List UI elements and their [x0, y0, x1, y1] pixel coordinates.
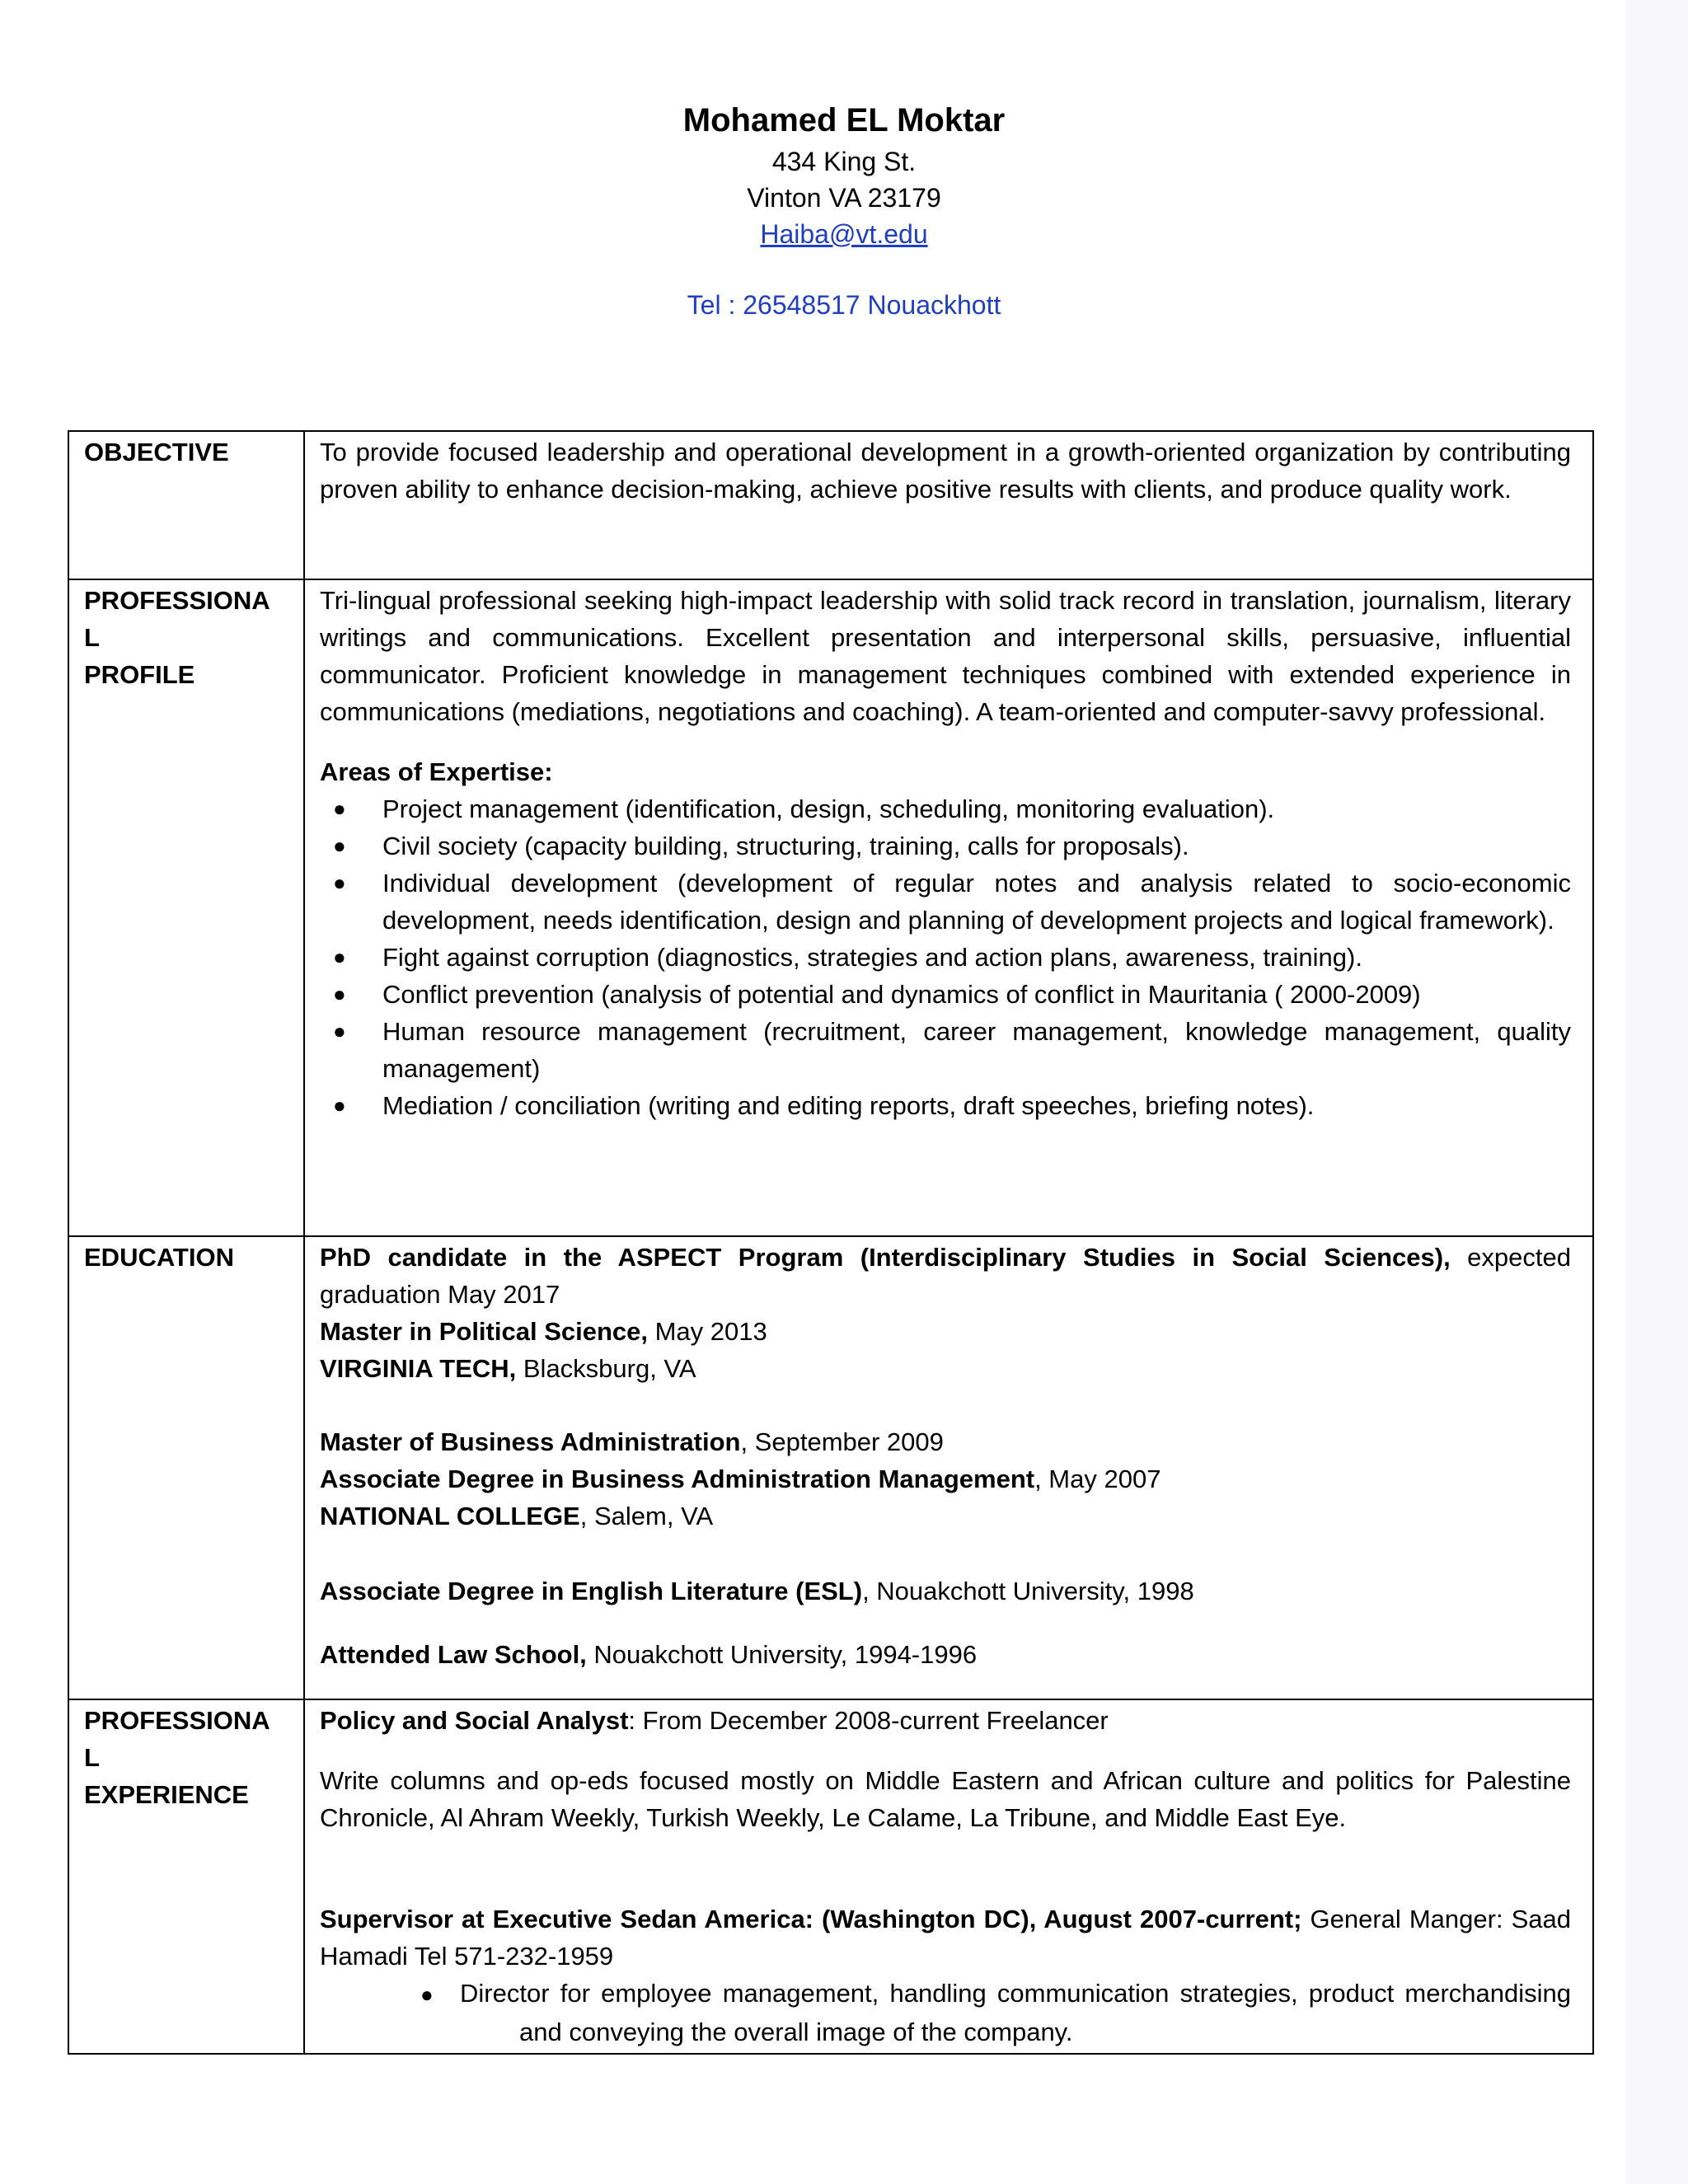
education-label: EDUCATION [68, 1236, 304, 1699]
profile-label: PROFESSIONA L PROFILE [68, 579, 304, 1236]
education-row [68, 1236, 1593, 1699]
objective-row [68, 431, 1593, 579]
job1-description: Write columns and op-eds focused mostly on Middle Eastern and African culture and politics for Palestine Chronicle, Al Ahram Weekly, Turkish Weekly, Le Calame, La Tribune, and Middle East Eye. [320, 1766, 1571, 1832]
objective-label: OBJECTIVE [68, 431, 304, 579]
profile-content [304, 579, 1593, 1236]
list-item: ● Individual development (development of regular notes and analysis related to socio-economic development, needs identification, design and planning of development projects and logical framework). [320, 865, 1571, 939]
experience-content [304, 1699, 1593, 2054]
job2-bullets [320, 1975, 1571, 2050]
law-entry: Attended Law School, Nouakchott University, 1994-1996 [320, 1640, 978, 1669]
list-item: ● Mediation / conciliation (writing and editing reports, draft speeches, briefing notes). [320, 1087, 1571, 1124]
address-line-2: Vinton VA 23179 [747, 183, 941, 213]
job1-heading: Policy and Social Analyst: From December 2008-current Freelancer [320, 1706, 1109, 1735]
page-edge-strip [1625, 0, 1688, 2184]
candidate-name: Mohamed EL Moktar [682, 102, 1006, 138]
list-item: ● Civil society (capacity building, structuring, training, calls for proposals). [320, 827, 1571, 865]
objective-content [304, 431, 1593, 579]
phd-entry: PhD candidate in the ASPECT Program (Interdisciplinary Studies in Social Sciences), expected graduation May 2017 [320, 1243, 1571, 1309]
list-item: ● Conflict prevention (analysis of potential and dynamics of conflict in Mauritania ( 2000-2009) [320, 976, 1571, 1013]
nc-entry: NATIONAL COLLEGE, Salem, VA [320, 1502, 714, 1530]
english-entry: Associate Degree in English Literature (ESL), Nouakchott University, 1998 [320, 1577, 1194, 1605]
job2-heading: Supervisor at Executive Sedan America: (Washington DC), August 2007-current; General Manger: Saad Hamadi Tel 571-232-1959 [320, 1905, 1571, 1971]
ms-entry: Master in Political Science, May 2013 [320, 1317, 767, 1346]
telephone: Tel : 26548517 Nouackhott [687, 290, 1001, 320]
mba-entry: Master of Business Administration, September 2009 [320, 1427, 944, 1456]
objective-text: To provide focused leadership and operational development in a growth-oriented organization by contributing proven ability to enhance decision-making, achieve positive results with clients, and produce quality work. [320, 438, 1571, 504]
expertise-list [320, 790, 1571, 1124]
profile-row [68, 579, 1593, 1236]
expertise-heading: Areas of Expertise: [320, 757, 553, 786]
email-link[interactable]: Haiba@vt.edu [760, 219, 928, 249]
list-item: ● Director for employee management, handling communication strategies, product merchandising and conveying the overall image of the company. [420, 1979, 1571, 2046]
vt-entry: VIRGINIA TECH, Blacksburg, VA [320, 1354, 696, 1383]
profile-summary: Tri-lingual professional seeking high-impact leadership with solid track record in translation, journalism, literary writings and communications. Excellent presentation and interpersonal skills, persuasive, influential communicator. Proficient knowledge in management techniques combined with extended experience in communications (mediations, negotiations and coaching). A team-oriented and computer-savvy professional. [320, 586, 1571, 726]
education-content [304, 1236, 1593, 1699]
resume-table [68, 430, 1594, 2055]
resume-header [0, 97, 1688, 323]
experience-row [68, 1699, 1593, 2054]
assoc-entry: Associate Degree in Business Administration Management, May 2007 [320, 1465, 1161, 1493]
list-item: ● Project management (identification, design, scheduling, monitoring evaluation). [320, 790, 1571, 827]
experience-label: PROFESSIONA L EXPERIENCE [68, 1699, 304, 2054]
list-item: ● Fight against corruption (diagnostics, strategies and action plans, awareness, training). [320, 939, 1571, 976]
list-item: ● Human resource management (recruitment, career management, knowledge management, quality management) [320, 1013, 1571, 1087]
address-line-1: 434 King St. [771, 147, 917, 176]
